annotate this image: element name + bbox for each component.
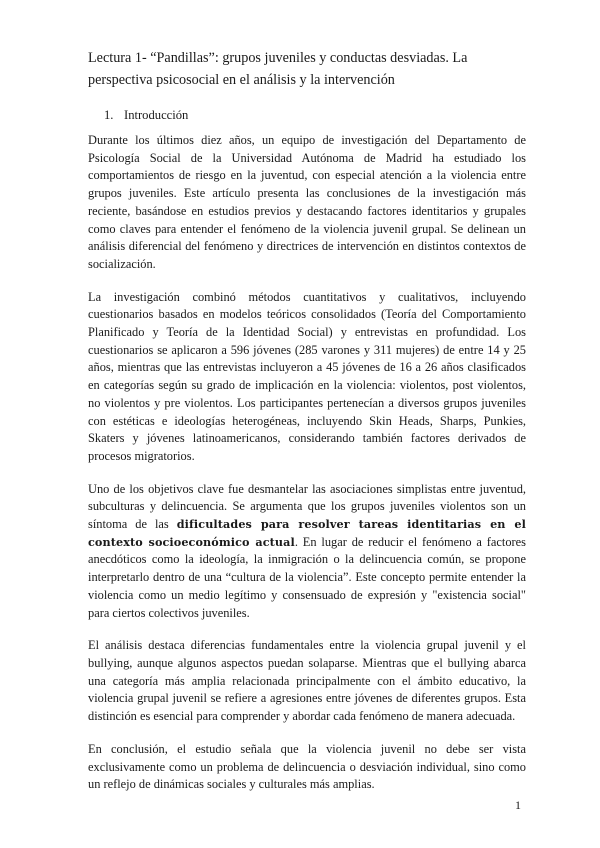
section-heading: [88, 106, 188, 124]
section-title: Introducción: [124, 108, 189, 122]
document-body: [88, 132, 526, 809]
paragraph-3: [88, 481, 526, 623]
paragraph-3-lead: Uno de los objetivos clave fue desmantelar las asociaciones simplistas entre juventud, subculturas y delincuencia. Se argumenta que los grupos juveniles violentos son un síntoma de las: [88, 481, 526, 532]
paragraph-2: La investigación combinó métodos cuantitativos y cualitativos, incluyendo cuestionarios basados en modelos teóricos consolidados (Teoría del Comportamiento Planificado y Teoría de la Identidad Social) y entrevistas en profundidad. Los cuestionarios se aplicaron a 596 jóvenes (285 varones y 311 mujeres) de entre 14 y 25 años, mientras que las entrevistas incluyeron a 45 jóvenes de 16 a 26 años clasificados en categorías según su grado de implicación en la violencia: violentos, post violentos, no violentos y pre violentos. Los participantes pertenecían a diversos grupos juveniles con estéticas e ideologías heterogéneas, incluyendo Skin Heads, Sharps, Punkies, Skaters y jóvenes latinoamericanos, considerando también factores derivados de procesos migratorios.: [88, 289, 526, 463]
document-title: Lectura 1- “Pandillas”: grupos juveniles y conductas desviadas. La perspectiva psicosocial en el análisis y la intervención: [88, 50, 468, 88]
paragraph-4: El análisis destaca diferencias fundamentales entre la violencia grupal juvenil y el bullying, aunque algunos aspectos puedan solaparse. Mientras que el bullying abarca una categoría más amplia relacionada principalmente con el ámbito educativo, la violencia grupal juvenil se refiere a agresiones entre jóvenes de diferentes grupos. Esta distinción es esencial para comprender y abordar cada fenómeno de manera adecuada.: [88, 638, 526, 724]
paragraph-3-emphasis: dificultades para resolver tareas identitarias en el contexto socioeconómico actual: [88, 517, 526, 549]
paragraph-1: Durante los últimos diez años, un equipo de investigación del Departamento de Psicología Social de la Universidad Autónoma de Madrid ha estudiado los comportamientos de riesgo en la juventud, con especial atención a la violencia entre grupos juveniles. Este artículo presenta las conclusiones de la investigación más reciente, basándose en estudios previos y destacando factores identitarios y grupales como claves para entender el fenómeno de la violencia juvenil grupal. Se delinean un análisis diferencial del fenómeno y directrices de intervención en distintos contextos de socialización.: [88, 133, 526, 271]
paragraph-3-tail: . En lugar de reducir el fenómeno a factores anecdóticos como la ideología, la inmigración o la delincuencia común, se propone interpretarlo dentro de una “cultura de la violencia”. Este concepto permite entender la violencia como un medio legítimo y consensuado de expresión y "existencia social" para ciertos colectivos juveniles.: [88, 534, 527, 620]
section-number: 1.: [104, 108, 114, 122]
page-number: 1: [515, 798, 521, 812]
paragraph-5: En conclusión, el estudio señala que la violencia juvenil no debe ser vista exclusivamente como un problema de delincuencia o desviación individual, sino como un reflejo de dinámicas sociales y culturales más amplias.: [88, 741, 526, 792]
